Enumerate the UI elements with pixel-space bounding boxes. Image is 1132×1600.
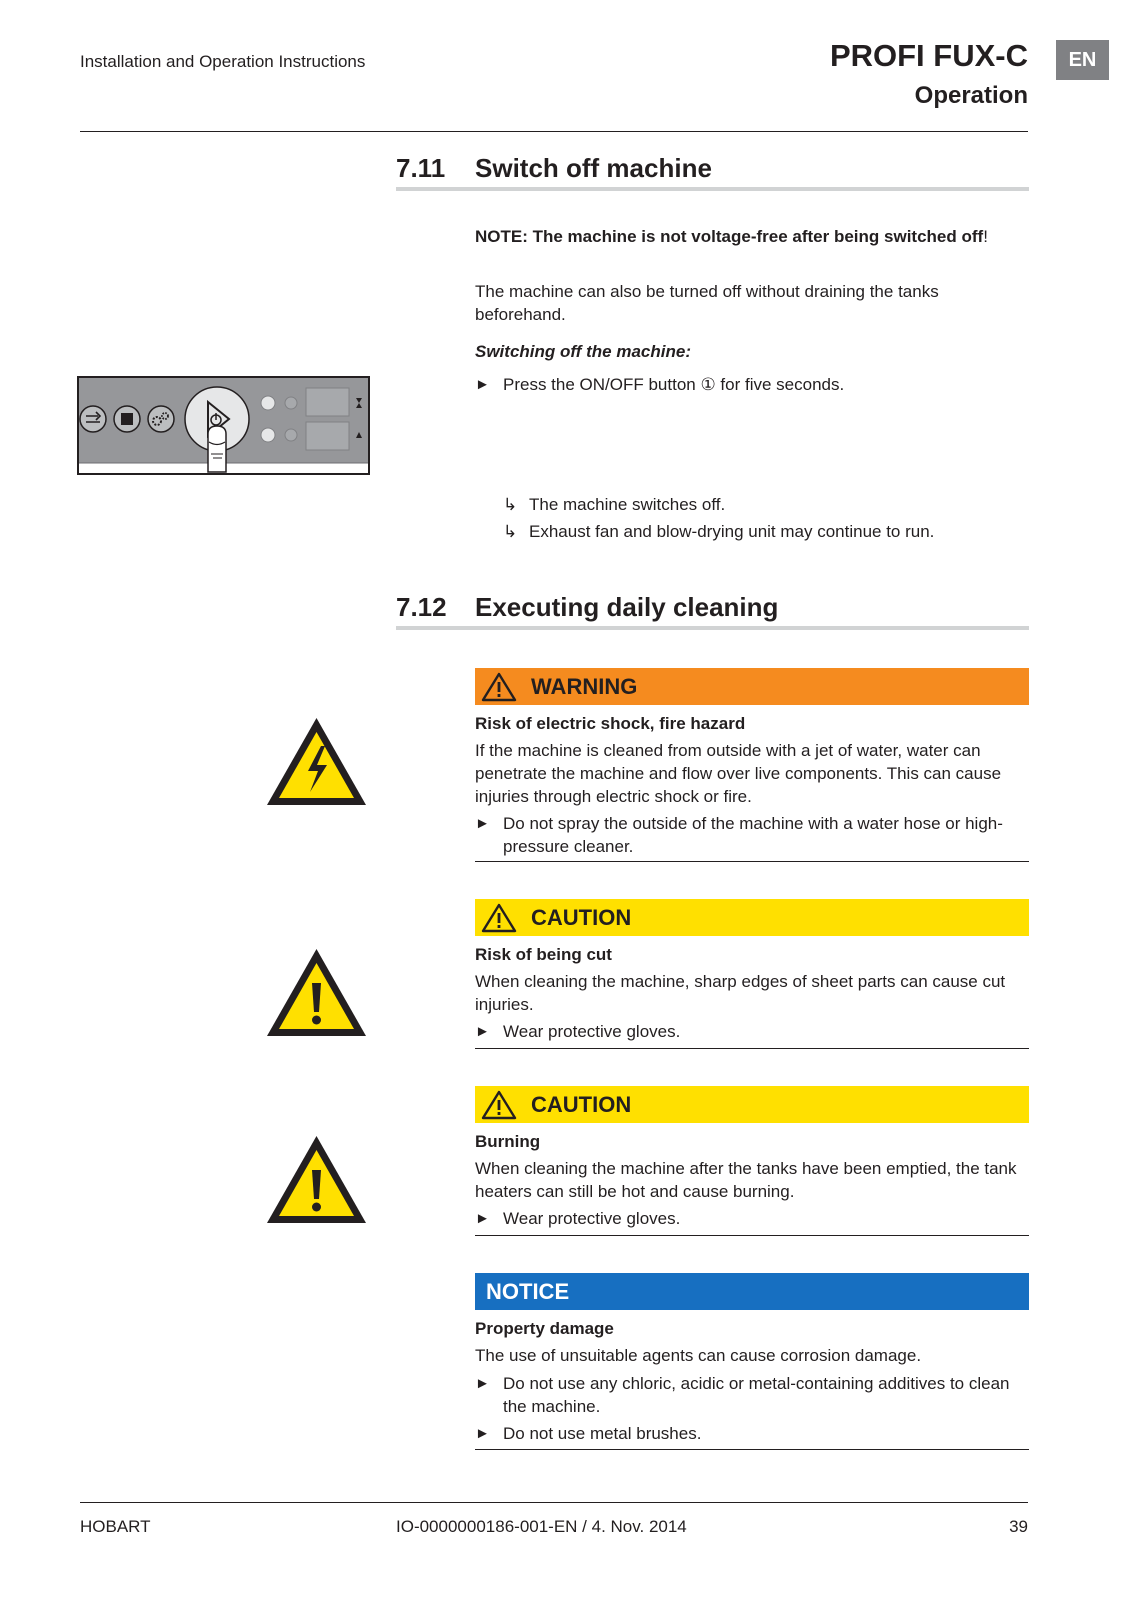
section-711-title: Switch off machine bbox=[475, 153, 712, 183]
caution-burn-title: Burning bbox=[475, 1132, 541, 1151]
caution-burn-text: When cleaning the machine after the tanks have been emptied, the tank heaters can still be hot and cause burning. bbox=[475, 1159, 1017, 1201]
notice-step-text: Do not use metal brushes. bbox=[503, 1424, 702, 1443]
bullet-arrow-icon: ► bbox=[475, 815, 490, 832]
document-subtitle: Installation and Operation Instructions bbox=[80, 52, 366, 71]
notice-header bbox=[475, 1273, 1029, 1310]
footer-brand: HOBART bbox=[80, 1517, 151, 1536]
caution-cut-step bbox=[475, 1020, 1025, 1043]
footer-divider bbox=[80, 1502, 1028, 1503]
bullet-arrow-icon: ► bbox=[475, 376, 490, 393]
footer-document-id: IO-0000000186-001-EN / 4. Nov. 2014 bbox=[396, 1517, 687, 1536]
result-arrow-icon: ↳ bbox=[503, 495, 518, 514]
voltage-note-text: NOTE: The machine is not voltage-free after being switched off bbox=[475, 227, 984, 246]
bullet-arrow-icon: ► bbox=[475, 1375, 490, 1392]
warning-rule bbox=[475, 861, 1029, 862]
result-text: The machine switches off. bbox=[529, 495, 726, 514]
section-712-number: 7.12 bbox=[396, 592, 447, 622]
bullet-arrow-icon: ► bbox=[475, 1425, 490, 1442]
stop-button-icon bbox=[114, 406, 140, 432]
caution-cut-header bbox=[475, 899, 1029, 936]
caution-burn-step-text: Wear protective gloves. bbox=[503, 1209, 681, 1228]
switch-off-paragraph: The machine can also be turned off without draining the tanks beforehand. bbox=[475, 282, 939, 324]
warning-triangle-icon bbox=[481, 672, 517, 702]
drain-button-icon bbox=[80, 406, 106, 432]
warning-step-text: Do not spray the outside of the machine with a water hose or high-pressure cleaner. bbox=[503, 814, 1003, 856]
warning-triangle-icon bbox=[481, 1090, 517, 1120]
result-text: Exhaust fan and blow-drying unit may continue to run. bbox=[529, 522, 935, 541]
notice-title: Property damage bbox=[475, 1319, 614, 1338]
language-badge: EN bbox=[1056, 40, 1109, 80]
caution-cut-title: Risk of being cut bbox=[475, 945, 612, 964]
section-711-number: 7.11 bbox=[396, 153, 446, 183]
product-title: PROFI FUX-C bbox=[829, 38, 1028, 73]
result-item bbox=[503, 493, 1023, 516]
caution-cut-step-text: Wear protective gloves. bbox=[503, 1022, 681, 1041]
notice-step-text: Do not use any chloric, acidic or metal-containing additives to clean the machine. bbox=[503, 1374, 1010, 1416]
warning-exclamation-icon bbox=[263, 1132, 370, 1227]
caution-burn-header bbox=[475, 1086, 1029, 1123]
result-item bbox=[503, 520, 1023, 543]
warning-text: If the machine is cleaned from outside with a jet of water, water can penetrate the machine and flow over live components. This can cause injuries through electric shock or fire. bbox=[475, 741, 1002, 806]
notice-rule bbox=[475, 1449, 1029, 1450]
section-712-rule bbox=[396, 626, 1029, 630]
warning-title: Risk of electric shock, fire hazard bbox=[475, 714, 746, 733]
switch-off-subheading: Switching off the machine: bbox=[475, 342, 691, 361]
electric-hazard-icon bbox=[263, 714, 370, 809]
finger-press-icon bbox=[208, 426, 226, 472]
result-arrow-icon: ↳ bbox=[503, 522, 518, 541]
notice-label: NOTICE bbox=[486, 1278, 570, 1304]
warning-step bbox=[475, 812, 1025, 858]
notice-step bbox=[475, 1422, 1025, 1445]
voltage-note-end: ! bbox=[983, 227, 988, 246]
caution-cut-text: When cleaning the machine, sharp edges of sheet parts can cause cut injuries. bbox=[475, 972, 1006, 1014]
caution-burn-rule bbox=[475, 1235, 1029, 1236]
warning-triangle-icon bbox=[481, 903, 517, 933]
warning-exclamation-icon bbox=[263, 945, 370, 1040]
notice-step bbox=[475, 1372, 1025, 1418]
notice-text: The use of unsuitable agents can cause corrosion damage. bbox=[475, 1346, 922, 1365]
caution-cut-rule bbox=[475, 1048, 1029, 1049]
header-divider bbox=[80, 131, 1028, 132]
bullet-arrow-icon: ► bbox=[475, 1210, 490, 1227]
voltage-note bbox=[475, 225, 1020, 248]
control-panel-illustration bbox=[77, 376, 370, 476]
page-number: 39 bbox=[1009, 1517, 1028, 1536]
bullet-arrow-icon: ► bbox=[475, 1023, 490, 1040]
section-711-rule bbox=[396, 187, 1029, 191]
caution-cut-label: CAUTION bbox=[531, 904, 632, 930]
caution-burn-step bbox=[475, 1207, 1025, 1230]
settings-button-icon bbox=[148, 406, 174, 432]
warning-label: WARNING bbox=[531, 673, 638, 699]
warning-header bbox=[475, 668, 1029, 705]
switch-off-step-text: Press the ON/OFF button ① for five seconds. bbox=[503, 375, 845, 394]
section-712-title: Executing daily cleaning bbox=[475, 592, 779, 622]
caution-burn-label: CAUTION bbox=[531, 1091, 632, 1117]
switch-off-step bbox=[475, 373, 1020, 396]
chapter-title: Operation bbox=[914, 82, 1028, 109]
